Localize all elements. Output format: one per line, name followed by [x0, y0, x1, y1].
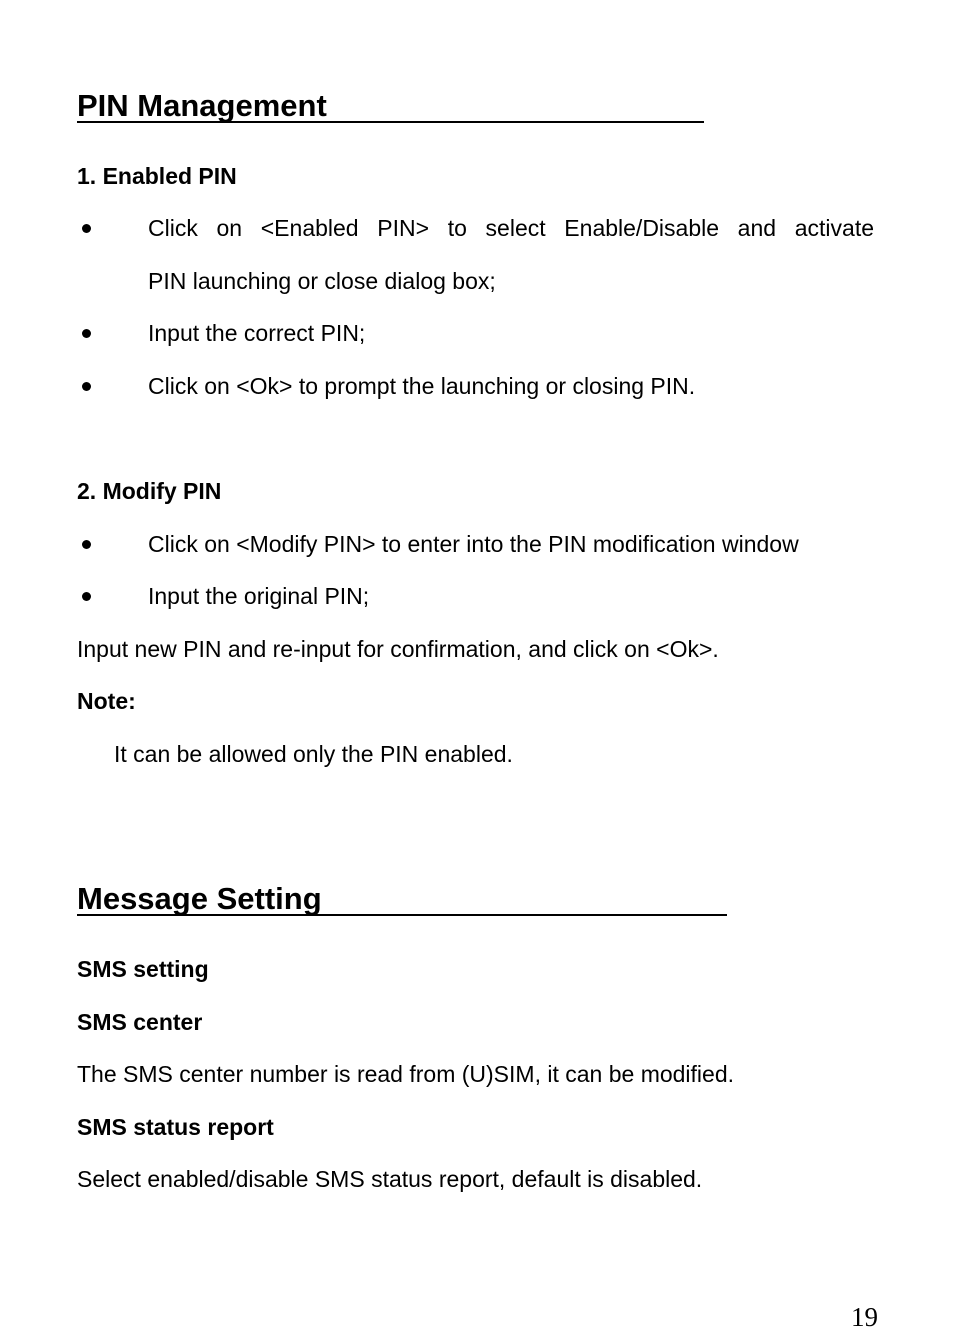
sms-status-report-heading: SMS status report — [77, 1114, 274, 1140]
sms-center-heading: SMS center — [77, 1009, 203, 1035]
sms-center-text: The SMS center number is read from (U)SIM, it can be modified. — [77, 1061, 735, 1087]
pin-management-title: PIN Management — [77, 88, 327, 123]
sms-status-report-text: Select enabled/disable SMS status report, default is disabled. — [77, 1166, 703, 1192]
page-number: 19 — [851, 1302, 878, 1332]
sms-setting-heading: SMS setting — [77, 956, 209, 982]
modify-pin-item-2: Input the original PIN; — [148, 583, 370, 609]
note-label: Note: — [77, 688, 136, 714]
bullet-icon — [82, 224, 91, 233]
enabled-pin-item-2: Input the correct PIN; — [148, 320, 366, 346]
enabled-pin-item-1-cont: PIN launching or close dialog box; — [148, 268, 496, 294]
modify-pin-text: Input new PIN and re-input for confirmation, and click on <Ok>. — [77, 636, 719, 662]
bullet-icon — [82, 329, 91, 338]
bullet-icon — [82, 592, 91, 601]
message-title-underline — [77, 914, 727, 916]
enabled-pin-heading: 1. Enabled PIN — [77, 163, 237, 189]
note-text: It can be allowed only the PIN enabled. — [114, 741, 513, 767]
bullet-icon — [82, 540, 91, 549]
modify-pin-heading: 2. Modify PIN — [77, 478, 222, 504]
message-setting-title: Message Setting — [77, 881, 322, 916]
pin-title-underline — [77, 121, 704, 123]
enabled-pin-item-3: Click on <Ok> to prompt the launching or closing PIN. — [148, 373, 696, 399]
enabled-pin-item-1: Click on <Enabled PIN> to select Enable/Disable and activate — [148, 215, 874, 241]
bullet-icon — [82, 382, 91, 391]
modify-pin-item-1: Click on <Modify PIN> to enter into the PIN modification window — [148, 531, 799, 557]
